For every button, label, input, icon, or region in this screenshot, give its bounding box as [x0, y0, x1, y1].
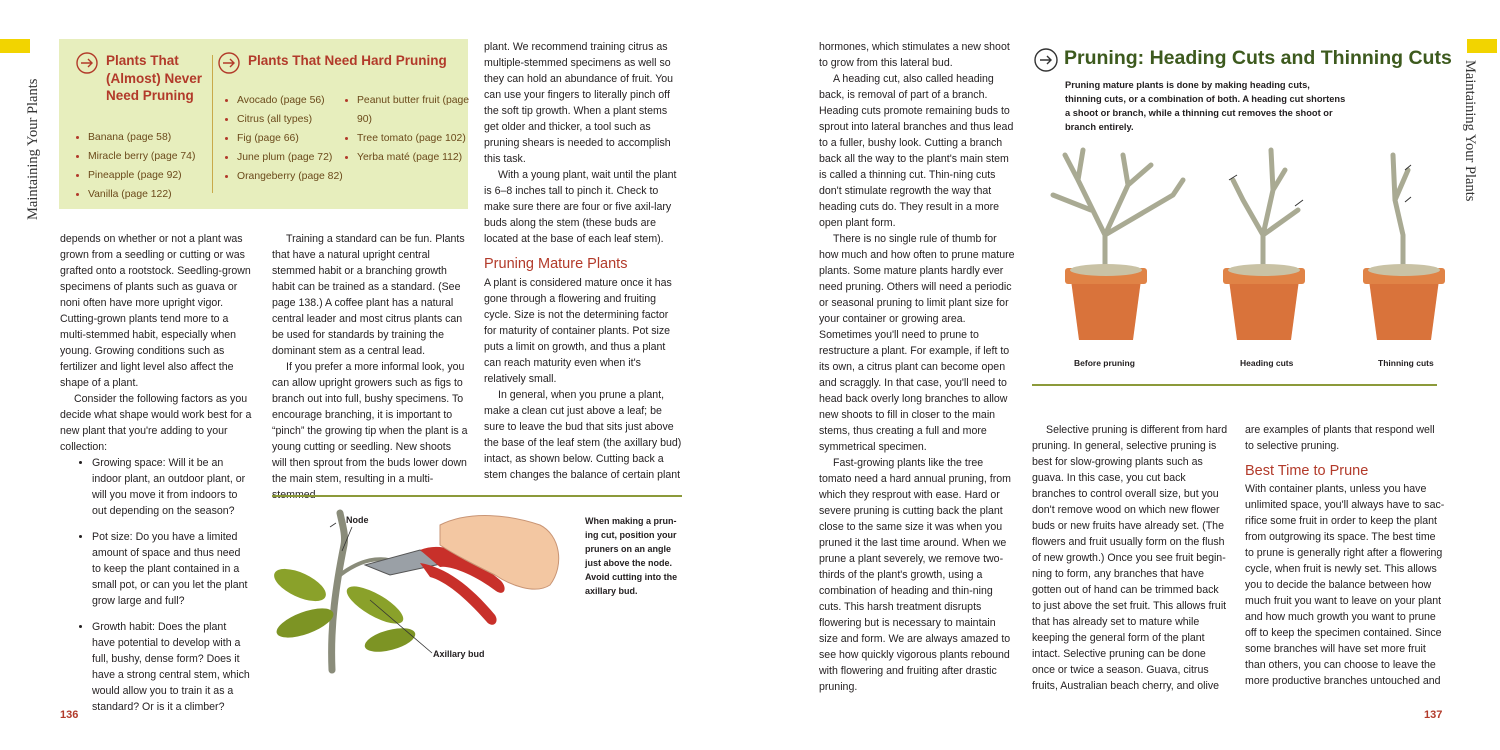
- plant-thinning-cuts: [1363, 155, 1445, 340]
- paragraph: hormones, which stimulates a new shoot to grow from this lateral bud.: [819, 41, 1010, 69]
- paragraph: A heading cut, also called heading back, is removal of part of a branch. Heading cuts promote remaining buds to sprout into lateral branches and thus lead to a fuller, bushy look. Cutting a branch back all the way to the plant's main stem is called a thinning cut. Thin-ning cuts don't stimulate regrowth the way that heading cuts do. They result in a more open plant form.: [819, 73, 1014, 229]
- figure-rule: [272, 495, 682, 497]
- paragraph: There is no single rule of thumb for how much and how often to prune mature plants. Some mature plants hardly ever need pruning. Others will need a periodic or seasonal pruning to limit plant size for your container or growing area. Sometimes you'll need to prune to restructure a plant. For example, if left to its own, a citrus plant can become open and scraggly. In that case, you'll need to head back overly long branches to allow new shoots to fill in closer to the main stems, thus creating a full and more symmetrical specimen.: [819, 233, 1015, 453]
- list-item: [88, 185, 228, 204]
- list-item-label: Orangeberry (page 82): [237, 171, 343, 182]
- list-item: [88, 128, 228, 147]
- list-item: [237, 167, 362, 186]
- right-tab-marker: [1467, 39, 1497, 53]
- right-column-3: [1245, 422, 1445, 689]
- plant-before-pruning: [1053, 150, 1183, 340]
- paragraph: Fast-growing plants like the tree tomato need a hard annual pruning, from which they resprout with ease. Hard or severe pruning is cutting back the plant close to the same size it was when you pruned it the last time around. When we prune a plant severely, we remove two-thirds of the plant's growth, using a combination of heading and thin-ning cuts. This harsh treatment disrupts flowering but is necessary to maintain size and form. We are always amazed to see how quickly vigorous plants rebound with flowering and fruiting after drastic pruning.: [819, 457, 1011, 693]
- paragraph: depends on whether or not a plant was grown from a seedling or cutting or was grafted onto a rootstock. Seedling-grown specimens of plants such as guava or noni often have more upright vigor. Cutting-grown plants tend more to a multi-stemmed habit, especially when young. Growing conditions such as fertilizer and light level also affect the shape of a plant.: [60, 233, 251, 389]
- section-heading: Best Time to Prune: [1245, 463, 1369, 479]
- label-before-pruning: Before pruning: [1074, 358, 1135, 368]
- list-item-label: Yerba maté (page 112): [357, 152, 463, 163]
- right-page-number: 137: [1424, 709, 1443, 721]
- paragraph: A plant is considered mature once it has gone through a flowering and fruiting cycle. Size is not the determining factor for maturity of container plants. Pot size puts a limit on growth, and thus a plant can reach maturity even when it's relatively small.: [484, 277, 672, 385]
- pruning-cut-illustration: [270, 505, 570, 675]
- feature-rule: [1032, 384, 1437, 386]
- left-page-number: 136: [60, 709, 79, 721]
- paragraph: In general, when you prune a plant, make a clean cut just above a leaf; be sure to leave the bud that sits just above the base of the leaf stem (the axillary bud) intact, as shown below. Cutting back a stem changes the balance of certain plant: [484, 389, 682, 481]
- list-item-label: June plum (page 72): [237, 152, 333, 163]
- hard-prune-list-b: [340, 91, 477, 167]
- list-item-label: Tree tomato (page 102): [357, 133, 466, 144]
- feature-title: Pruning: Heading Cuts and Thinning Cuts: [1064, 47, 1452, 69]
- list-item: [88, 147, 228, 166]
- list-item-label: Citrus (all types): [237, 114, 313, 125]
- plant-heading-cuts: [1223, 150, 1305, 340]
- arrow-circle-icon: [218, 52, 240, 74]
- figure-caption: When making a prun-ing cut, position your pruners on an angle just above the node. Avoid cutting into the axillary bud.: [585, 516, 678, 596]
- arrow-circle-icon: [76, 52, 98, 74]
- list-item: [357, 148, 477, 167]
- left-column-1: [60, 231, 252, 725]
- paragraph: Consider the following factors as you decide what shape would work best for a new plant that you're adding to your collection:: [60, 393, 252, 453]
- paragraph: With container plants, unless you have unlimited space, you'll always have to sac-rifice some fruit in order to keep the plant from outgrowing its space. The best time to prune is generally right after a flowering cycle, when fruit is newly set. This allows you to decide the balance between how much fruit you want to leave on your plant and how much growth you want to prune off to keep the specimen contained. Since some branches will have set more fruit than others, you can choose to leave the more productive branches untouched and: [1245, 483, 1445, 687]
- left-tab-marker: [0, 39, 30, 53]
- list-item-label: Fig (page 66): [237, 133, 299, 144]
- list-item-label: Pineapple (page 92): [88, 170, 182, 181]
- list-item: [357, 91, 477, 129]
- list-item: • Growing space: Will it be an indoor plant, an outdoor plant, or will you move it from indoors to out depending on the season?: [92, 455, 252, 519]
- list-item-label: Avocado (page 56): [237, 95, 325, 106]
- paragraph: plant. We recommend training citrus as multiple-stemmed specimens as well so they can hold an abundance of fruit. You can use your fingers to literally pinch off the soft tip growth. When a plant stems get older and thicker, a tool such as pruning shears is needed to accomplish this task.: [484, 41, 674, 165]
- box-divider: [212, 55, 213, 193]
- right-column-2: [1032, 422, 1230, 694]
- left-running-head: Maintaining Your Plants: [25, 78, 41, 220]
- list-item-label: Miracle berry (page 74): [88, 151, 196, 162]
- list-item-label: Vanilla (page 122): [88, 189, 172, 200]
- arrow-circle-icon: [1034, 48, 1058, 72]
- factor-list: [60, 455, 252, 715]
- list-item-label: Peanut butter fruit (page 90): [357, 95, 470, 125]
- paragraph: are examples of plants that respond well to selective pruning.: [1245, 424, 1435, 452]
- left-column-3: [484, 39, 682, 483]
- never-prune-list: [71, 128, 228, 204]
- section-heading: Pruning Mature Plants: [484, 256, 628, 272]
- paragraph: If you prefer a more informal look, you can allow upright growers such as figs to branch out into full, bushy specimens. To encourage branching, it is important to “pinch” the growing tip when the plant is a young cutting or seedling. New shoots will then sprout from the buds lower down the main stem, resulting in a multi-: [272, 361, 468, 485]
- list-item: • Growth habit: Does the plant have potential to develop with a full, bushy, dense form? Does it have a strong central stem, which would allow you to train it as a standard? Or is it a climber?: [92, 619, 252, 715]
- right-column-1: [819, 39, 1017, 695]
- box-title-hard-prune: Plants That Need Hard Pruning: [248, 53, 447, 68]
- paragraph: Selective pruning is different from hard pruning. In general, selective pruning is best for slow-growing plants such as guava. In this case, you cut back branches to control overall size, but you don't remove wood on which new flower buds or new fruits have already set. (The flowers and fruit usually form on the flush of new growth.) Once you see fruit begin-ning to form, any branches that have gotten out of hand can be trimmed back to just above the set fruit. This allows fruit that has already set to mature while keeping the general form of the plant intact. Selective pruning can be done once or twice a season. Guava, citrus fruits, Australian beach cherry, and olive: [1032, 424, 1228, 692]
- label-heading-cuts: Heading cuts: [1240, 358, 1294, 368]
- list-item: • Pot size: Do you have a limited amount of space and thus need to keep the plant contained in a small pot, or can you let the plant grow large and full?: [92, 529, 252, 609]
- list-item: [88, 166, 228, 185]
- label-node: Node: [346, 515, 369, 525]
- paragraph: With a young plant, wait until the plant is 6–8 inches tall to pinch it. Check to make sure there are four or five axil-lary buds along the stem (these buds are located at the base of each leaf stem).: [484, 169, 677, 245]
- box-title-never-prune: Plants That (Almost) Never Need Pruning: [106, 53, 203, 103]
- right-running-head: Maintaining Your Plants: [1462, 60, 1478, 202]
- list-item: [357, 129, 477, 148]
- label-thinning-cuts: Thinning cuts: [1378, 358, 1434, 368]
- label-axillary-bud: Axillary bud: [433, 649, 485, 659]
- feature-intro: Pruning mature plants is done by making heading cuts, thinning cuts, or a combination of both. A heading cut shortens a shoot or branch, while a thinning cut removes the shoot or branch entirely.: [1065, 80, 1346, 132]
- list-item-label: Banana (page 58): [88, 132, 172, 143]
- paragraph: Training a standard can be fun. Plants that have a natural upright central stemmed habit or a branching growth habit can be trained as a standard. (See page 138.) A coffee plant has a natural central leader and most citrus plants can be used for standards by training the dominant stem as a central lead.: [272, 233, 465, 357]
- left-column-2: [272, 231, 468, 503]
- pruning-list-box: [59, 39, 468, 209]
- pruning-comparison-illustration: [1033, 140, 1445, 355]
